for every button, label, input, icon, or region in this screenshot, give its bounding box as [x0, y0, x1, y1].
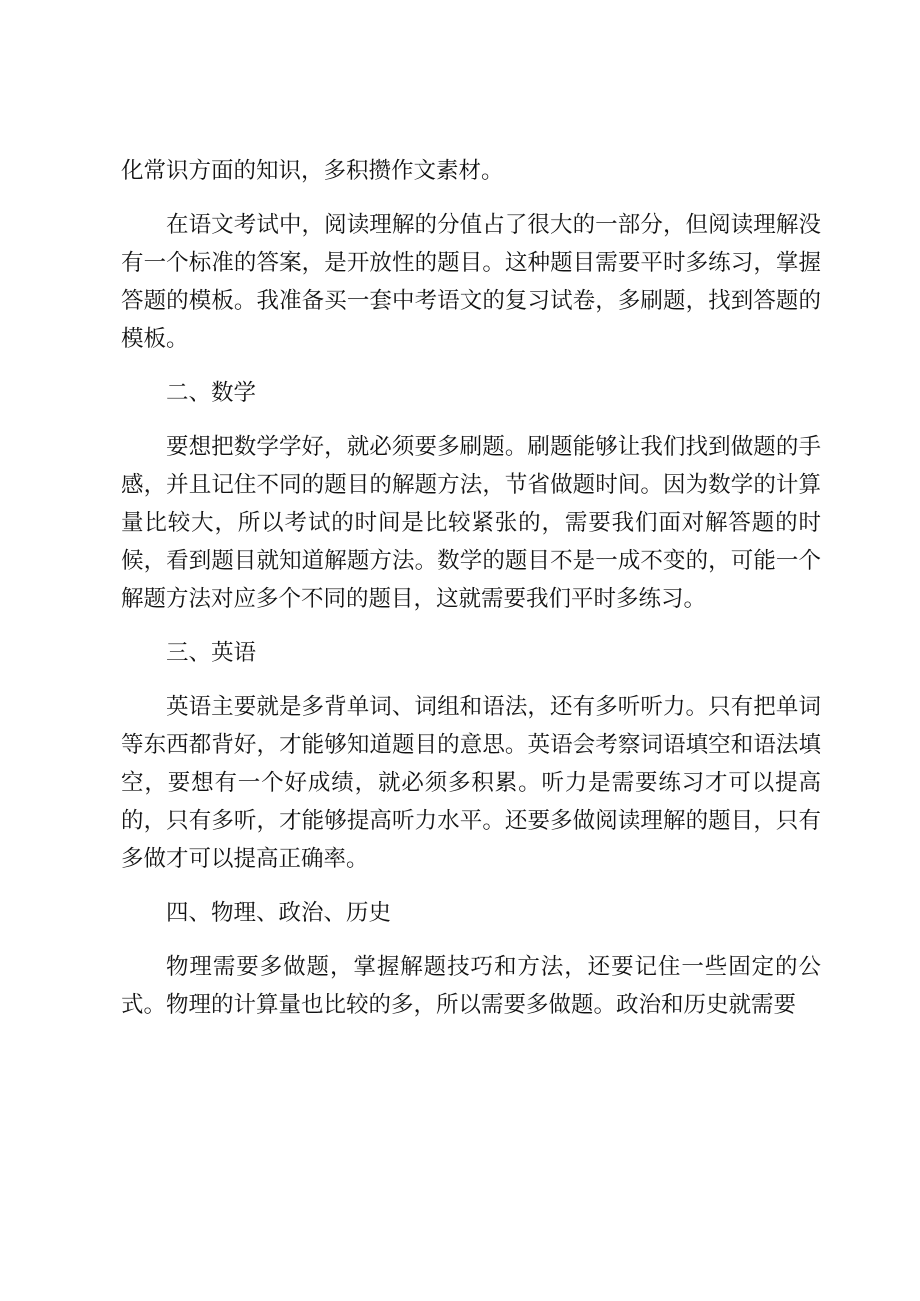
document-body	[121, 152, 821, 1024]
section-heading-english: 三、英语	[166, 640, 257, 666]
section-heading-physics-politics-history: 四、物理、政治、历史	[166, 900, 392, 926]
paragraph-reading-comprehension: 在语文考试中，阅读理解的分值占了很大的一部分，但阅读理解没有一个标准的答案，是开放性的题目。这种题目需要平时多练习，掌握答题的模板。我准备买一套中考语文的复习试卷，多刷题，找到答题的模板。	[121, 212, 821, 352]
section-heading-math: 二、数学	[166, 380, 257, 406]
paragraph-physics: 物理需要多做题，掌握解题技巧和方法，还要记住一些固定的公式。物理的计算量也比较的多，所以需要多做题。政治和历史就需要	[121, 954, 821, 1018]
paragraph-continuation: 化常识方面的知识，多积攒作文素材。	[121, 158, 504, 184]
paragraph-english: 英语主要就是多背单词、词组和语法，还有多听听力。只有把单词等东西都背好，才能够知道题目的意思。英语会考察词语填空和语法填空，要想有一个好成绩，就必须多积累。听力是需要练习才可以提高的，只有多听，才能够提高听力水平。还要多做阅读理解的题目，只有多做才可以提高正确率。	[121, 694, 821, 872]
paragraph-math: 要想把数学学好，就必须要多刷题。刷题能够让我们找到做题的手感，并且记住不同的题目的解题方法，节省做题时间。因为数学的计算量比较大，所以考试的时间是比较紧张的，需要我们面对解答题的时候，看到题目就知道解题方法。数学的题目不是一成不变的，可能一个解题方法对应多个不同的题目，这就需要我们平时多练习。	[121, 434, 821, 612]
